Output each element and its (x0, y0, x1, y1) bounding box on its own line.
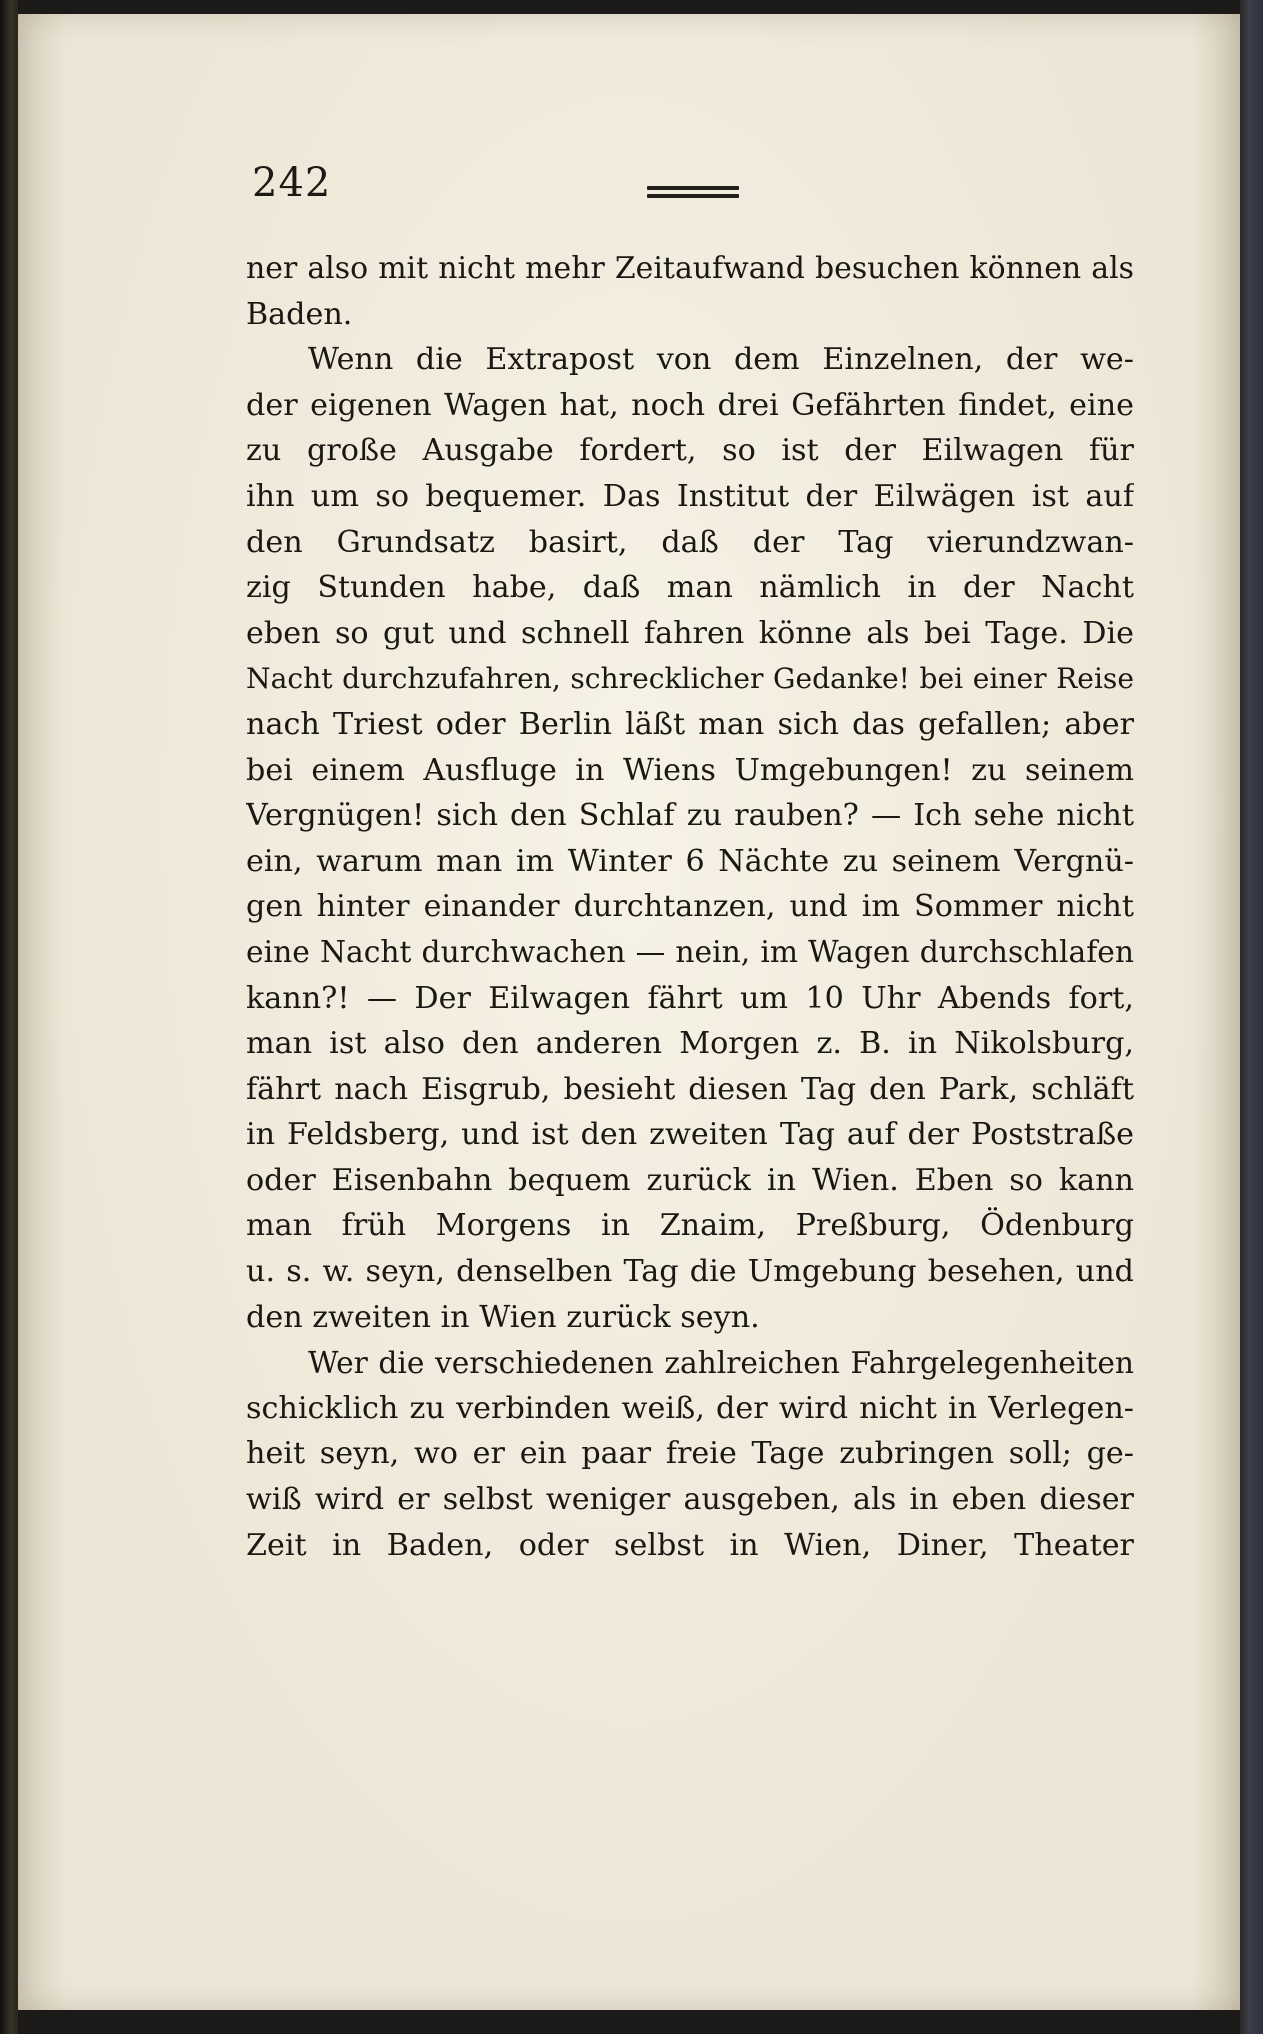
ornament-rule-top (647, 186, 739, 190)
text-line: fährt nach Eisgrub, besieht diesen Tag den Park, schläft (246, 1071, 1134, 1107)
text-line: Vergnügen! sich den Schlaf zu rauben? — Ich sehe nicht (246, 798, 1134, 834)
text-line: eine Nacht durchwachen — nein, im Wagen durchschlafen (246, 934, 1134, 970)
text-line: eben so gut und schnell fahren könne als bei Tage. Die (246, 615, 1134, 651)
text-line: in Feldsberg, und ist den zweiten Tag auf der Poststraße (246, 1117, 1134, 1153)
text-line: oder Eisenbahn bequem zurück in Wien. Eben so kann (246, 1162, 1134, 1198)
text-line: u. s. w. seyn, denselben Tag die Umgebung besehen, und (246, 1254, 1134, 1290)
page-header (252, 160, 1132, 220)
text-line: man früh Morgens in Znaim, Preßburg, Ödenburg (246, 1208, 1134, 1244)
page-number: 242 (252, 160, 332, 206)
text-line: ihn um so bequemer. Das Institut der Eilwägen ist auf (246, 478, 1134, 514)
text-line: Nacht durchzufahren, schrecklicher Gedanke! bei einer Reise (246, 662, 1134, 696)
text-line: ein, warum man im Winter 6 Nächte zu seinem Vergnü- (246, 843, 1134, 879)
text-line: Zeit in Baden, oder selbst in Wien, Diner, Theater (246, 1527, 1134, 1563)
text-line: Baden. (246, 296, 353, 332)
text-line: den zweiten in Wien zurück seyn. (246, 1299, 760, 1335)
text-line: schicklich zu verbinden weiß, der wird nicht in Verlegen- (246, 1390, 1134, 1426)
text-line: Wer die verschiedenen zahlreichen Fahrgelegenheiten (308, 1345, 1134, 1381)
text-line: zig Stunden habe, daß man nämlich in der Nacht (246, 570, 1134, 606)
ornament-rule-bottom (647, 194, 739, 198)
book-gutter (0, 0, 18, 2034)
text-line: Wenn die Extrapost von dem Einzelnen, der we- (308, 342, 1134, 378)
header-rule-ornament (647, 186, 739, 202)
text-line: bei einem Ausfluge in Wiens Umgebungen! zu seinem (246, 752, 1134, 788)
text-line: der eigenen Wagen hat, noch drei Gefährten findet, eine (246, 387, 1134, 423)
body-text (246, 246, 1134, 1568)
text-line: zu große Ausgabe fordert, so ist der Eilwagen für (246, 433, 1134, 469)
text-line: man ist also den anderen Morgen z. B. in Nikolsburg, (246, 1026, 1134, 1062)
text-line: den Grundsatz basirt, daß der Tag vierundzwan- (246, 524, 1134, 560)
text-line: wiß wird er selbst weniger ausgeben, als in eben dieser (246, 1482, 1134, 1518)
text-line: ner also mit nicht mehr Zeitaufwand besuchen können als (246, 251, 1134, 286)
text-line: nach Triest oder Berlin läßt man sich das gefallen; aber (246, 706, 1134, 742)
text-line: kann?! — Der Eilwagen fährt um 10 Uhr Abends fort, (246, 980, 1134, 1016)
text-line: gen hinter einander durchtanzen, und im Sommer nicht (246, 889, 1134, 925)
book-binding-edge (1240, 0, 1263, 2034)
text-line: heit seyn, wo er ein paar freie Tage zubringen soll; ge- (246, 1436, 1134, 1472)
